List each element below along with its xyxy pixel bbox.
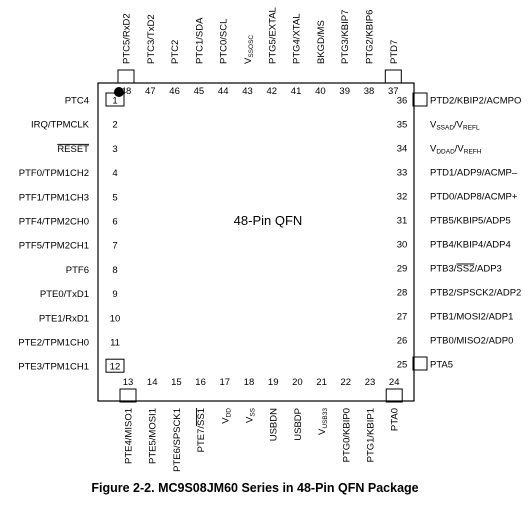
pin-number-box: [120, 389, 136, 402]
pin-number: 47: [145, 86, 156, 97]
pin-label: PTB0/MISO2/ADP0: [430, 335, 514, 347]
pin-label: $V_{SS}$: [244, 408, 257, 424]
pin-number: 13: [122, 377, 134, 388]
pin-number: 6: [112, 216, 118, 228]
pin-number: 40: [315, 86, 326, 97]
pin-number: 15: [171, 377, 182, 388]
pin-label: PTE3/TPM1CH1: [18, 361, 89, 373]
pin-number: 19: [267, 377, 279, 388]
pin-number-box: [413, 357, 427, 370]
pin-number: 23: [364, 377, 376, 388]
pin-label: PTD2/KBIP2/ACMPO: [430, 95, 522, 107]
pin-label: PTG5/EXTAL: [267, 7, 279, 64]
pin-label: PTE4/MISO1: [123, 408, 135, 464]
pin-label: PTE2/TPM1CH0: [18, 337, 89, 349]
pin-label: PTE1/RxD1: [38, 313, 89, 325]
pin-label: PTF0/TPM1CH2: [18, 168, 89, 180]
pin-number: 43: [242, 86, 253, 97]
pin-label: PTG0/KBIP0: [341, 408, 353, 463]
pin-label: USBDN: [268, 408, 280, 442]
pin-number: 30: [396, 239, 408, 251]
pin-number-box: [413, 93, 427, 106]
package-label: 48-Pin QFN: [233, 213, 303, 228]
pin-number: 5: [112, 192, 118, 204]
pin-number: 31: [396, 215, 408, 227]
figure-caption: Figure 2-2. MC9S08JM60 Series in 48-Pin QFN Package: [91, 481, 419, 495]
pin-label: PTC0/SCL: [218, 18, 230, 64]
pin-label: PTB5/KBIP5/ADP5: [430, 215, 511, 227]
pin-label: PTF6: [65, 264, 89, 276]
pin-label: PTE5/MOSI1: [147, 408, 159, 464]
pin-number: 48: [120, 86, 132, 97]
pin-label: PTC5/RxD2: [121, 13, 133, 64]
pin-label: PTB3/SS2/ADP3: [430, 263, 502, 275]
pin-number: 20: [292, 377, 303, 388]
pin-label: $V_{SSAD}/V_{REFL}$: [430, 119, 480, 132]
pin-number: 44: [217, 86, 229, 97]
pin-label: PTC2: [170, 39, 182, 64]
pin-number: 8: [112, 264, 118, 276]
pin-label: PTC4: [64, 95, 89, 107]
pin-label: PTG4/XTAL: [291, 13, 303, 64]
pin-number: 41: [290, 86, 302, 97]
pin-number: 36: [396, 95, 408, 107]
pin-number-box: [385, 70, 401, 83]
pin-label: PTB2/SPSCK2/ADP2: [430, 287, 522, 299]
pin-label: $V_{DDAD}/V_{REFH}$: [430, 143, 482, 156]
pin-number: 14: [146, 377, 158, 388]
pin-label: $V_{DD}$: [220, 408, 233, 424]
pin-number: 28: [396, 287, 408, 299]
pin-number: 18: [243, 377, 255, 388]
pin-number: 42: [266, 86, 278, 97]
pin-number: 29: [396, 263, 408, 275]
pin-number: 25: [396, 359, 408, 371]
pin-group: [18, 7, 521, 472]
pin-label: PTG2/KBIP6: [364, 9, 376, 64]
pin-number-box: [118, 70, 134, 83]
pin-number: 1: [112, 95, 118, 107]
pin-label: PTD7: [388, 39, 400, 64]
pin-label: PTF4/TPM2CH0: [18, 216, 89, 228]
pin-label: BKGD/MS: [315, 20, 327, 64]
pin-number: 10: [109, 313, 121, 325]
pin-number: 22: [340, 377, 352, 388]
pin-label: PTF5/TPM2CH1: [18, 240, 89, 252]
pin-number: 7: [112, 240, 118, 252]
pin-number: 27: [396, 311, 408, 323]
pin-label: PTE7/SS1: [196, 408, 208, 453]
pin-label: PTD1/ADP9/ACMP–: [430, 167, 518, 179]
pin-number: 17: [219, 377, 231, 388]
pin-label: RESET: [57, 143, 89, 155]
pin-number: 39: [339, 86, 350, 97]
pin-label: PTC3/TxD2: [145, 14, 157, 64]
pin-number: 34: [396, 143, 408, 155]
pin-number: 3: [112, 143, 118, 155]
pin-label: PTB1/MOSI2/ADP1: [430, 311, 514, 323]
pin-number: 9: [112, 289, 118, 301]
pin-number: 37: [388, 86, 399, 97]
pin-label: PTF1/TPM1CH3: [18, 192, 89, 204]
pin-label: PTG1/KBIP1: [365, 408, 377, 463]
pin-label: PTB4/KBIP4/ADP4: [430, 239, 511, 251]
pin-number: 32: [396, 191, 408, 203]
pin-number: 45: [193, 86, 205, 97]
pin-label: PTC1/SDA: [194, 17, 206, 64]
pin-label: USBDP: [292, 408, 304, 441]
pin-number: 12: [109, 361, 121, 373]
pin-number: 2: [112, 119, 118, 131]
pin-number-box: [386, 389, 402, 402]
pin-number: 35: [396, 119, 408, 131]
pin-label: PTE0/TxD1: [39, 289, 89, 301]
pin-label: PTE6/SPSCK1: [171, 408, 183, 472]
pin-label: PTA5: [430, 359, 454, 371]
pin-number: 4: [112, 168, 118, 180]
pin-label: IRQ/TPMCLK: [30, 119, 89, 131]
pin-number: 16: [195, 377, 206, 388]
pin-label: PTD0/ADP8/ACMP+: [430, 191, 518, 203]
pin-number: 21: [316, 377, 327, 388]
pin-number: 11: [110, 337, 120, 349]
pin-number: 46: [169, 86, 180, 97]
pin-label: $V_{USB33}$: [317, 408, 330, 435]
pin-number: 33: [396, 167, 408, 179]
pin-label: PTA0: [389, 408, 401, 432]
pin-label: $V_{SSOSC}$: [243, 34, 255, 64]
pin-number: 38: [363, 86, 375, 97]
pin-number: 24: [388, 377, 400, 388]
pin-label: PTG3/KBIP7: [340, 9, 352, 64]
pin-number: 26: [396, 335, 408, 347]
chip-body: [98, 83, 414, 401]
